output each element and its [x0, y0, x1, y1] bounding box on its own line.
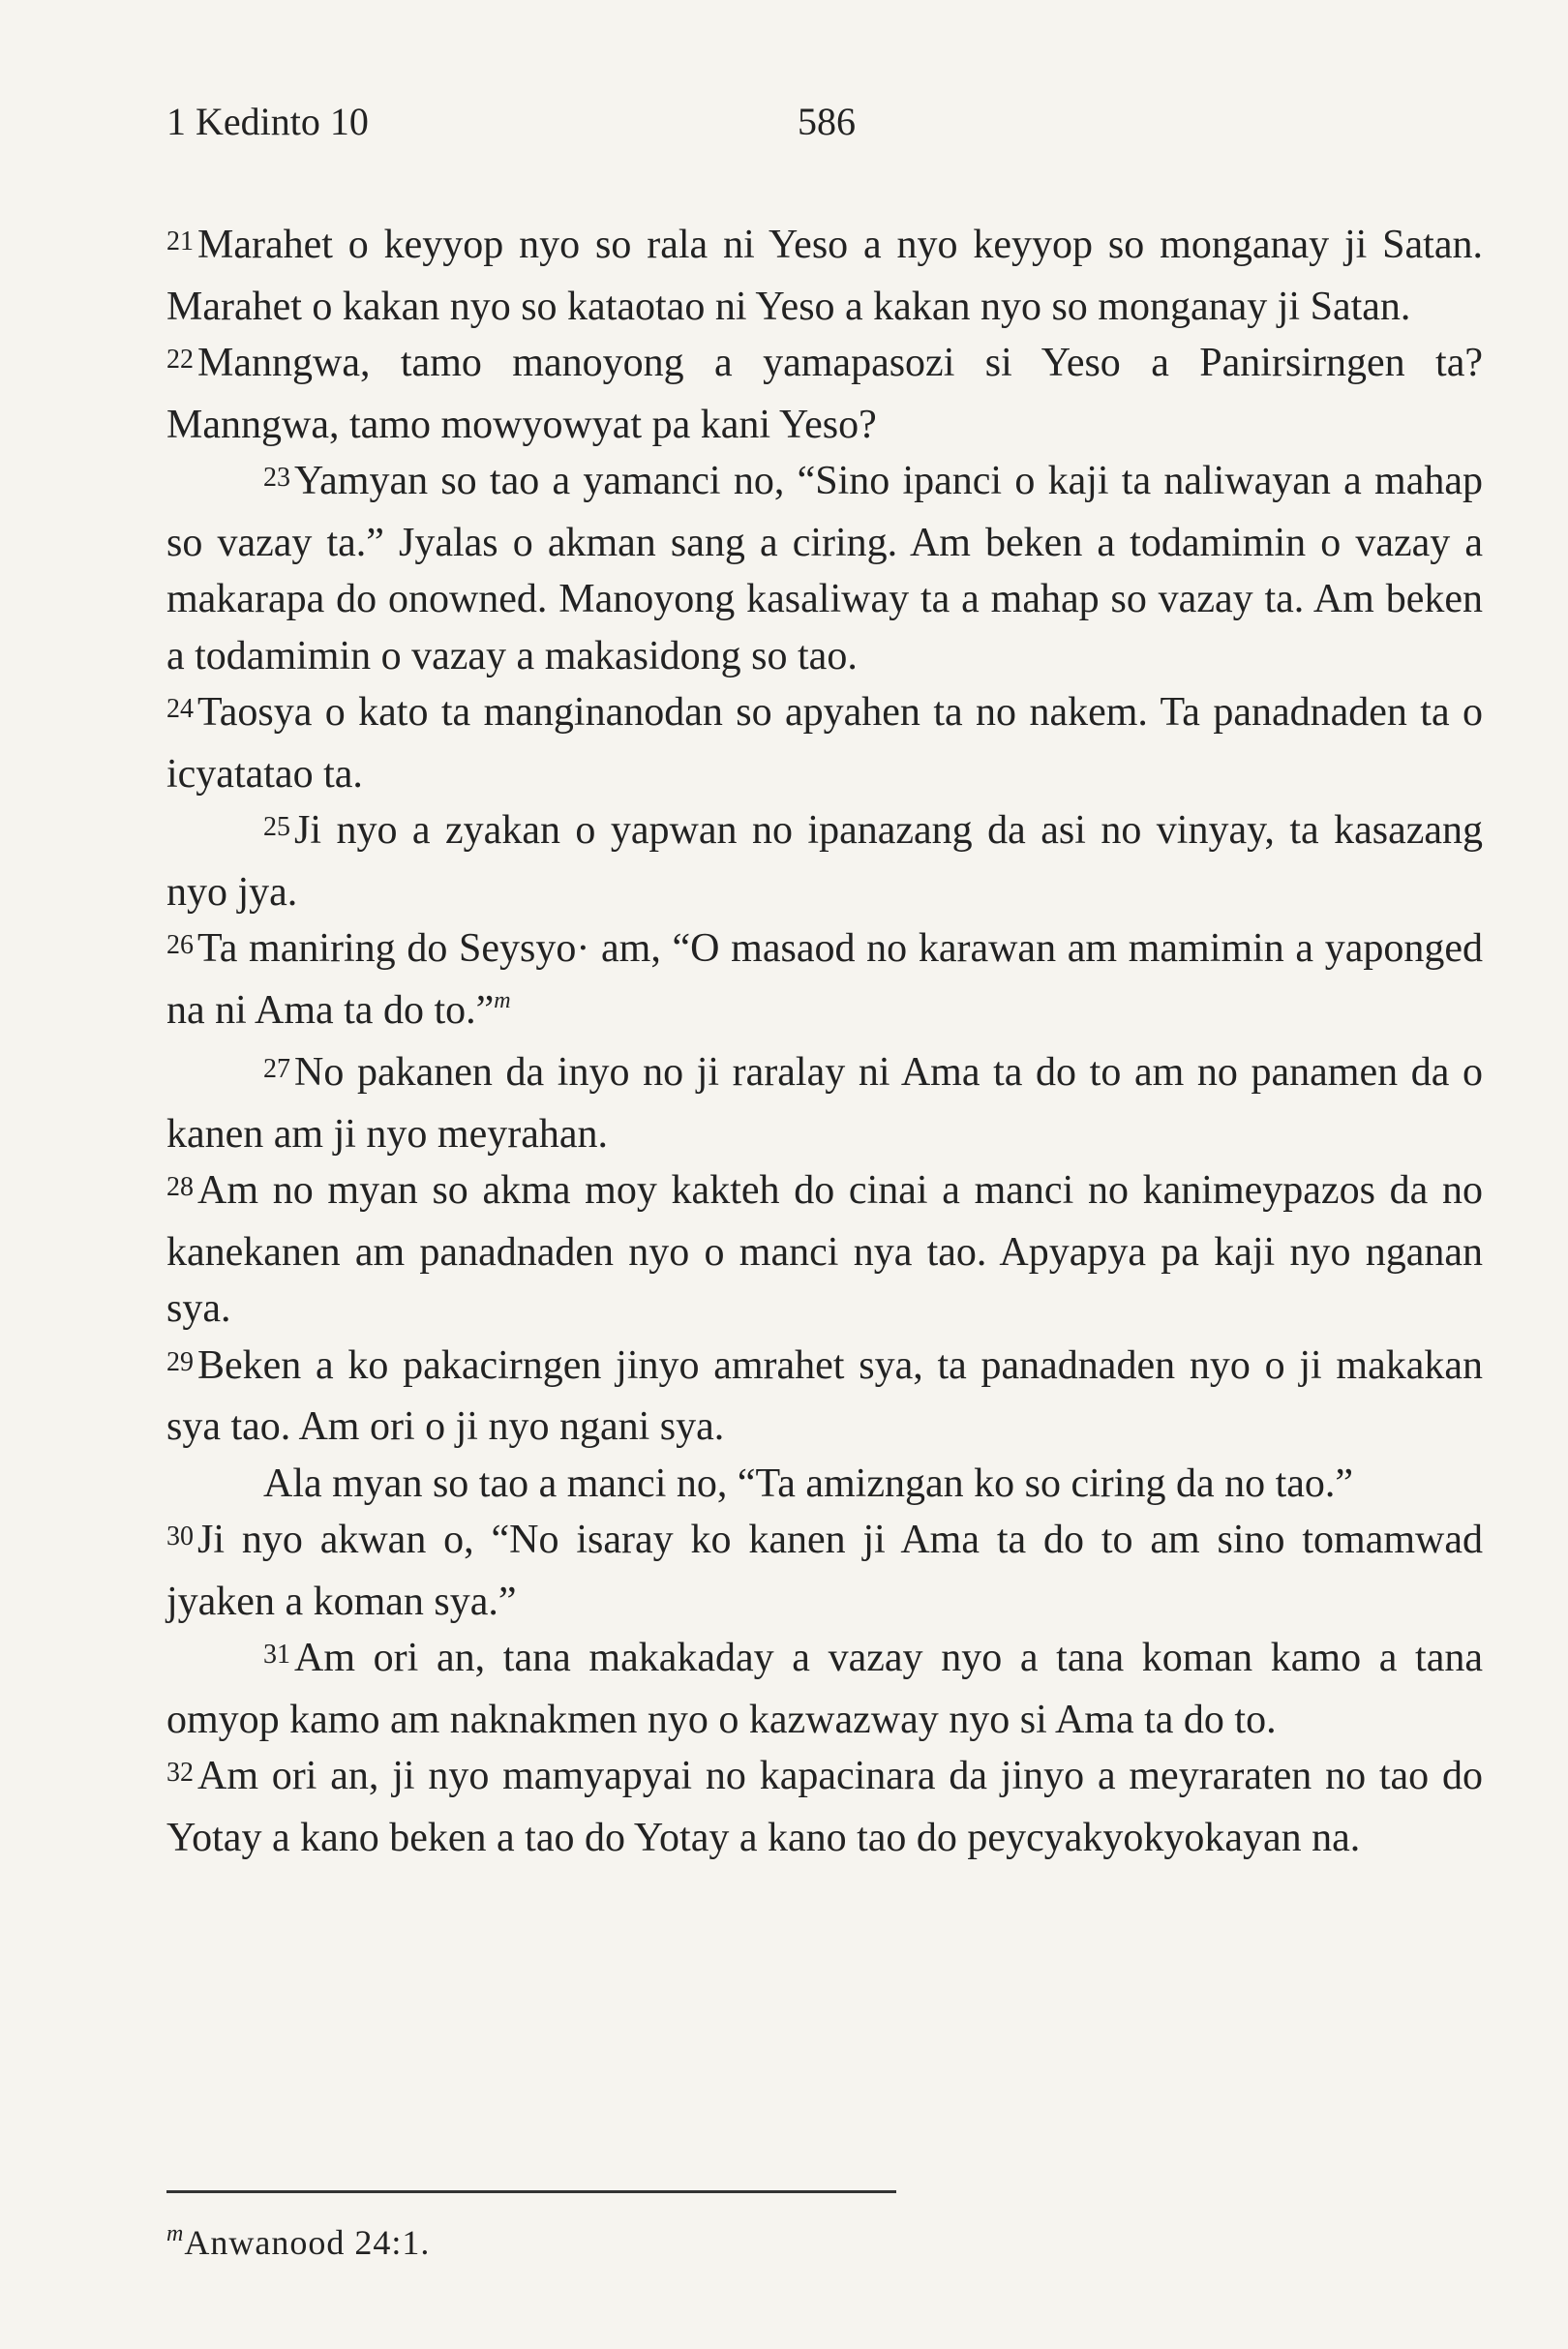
verse-number: 29: [166, 1346, 194, 1377]
verse-text: Am no myan so akma moy kakteh do cinai a manci no kanimeypazos da no kanekanen am panadnaden nyo o manci nya tao. Apyapya pa kaji nyo nganan sya.: [166, 1168, 1483, 1331]
verse-text: Taosya o kato ta manginanodan so apyahen ta no nakem. Ta panadnaden ta o icyatatao ta.: [166, 690, 1483, 797]
footnote-text: Anwanood 24:1.: [184, 2223, 431, 2262]
footnote-reference[interactable]: m: [494, 987, 511, 1013]
verse-number: 24: [166, 694, 194, 724]
verse-text: Manngwa, tamo manoyong a yamapasozi si Yeso a Panirsirngen ta? Manngwa, tamo mowyowyat pa kani Yeso?: [166, 341, 1483, 447]
footnote-marker: m: [166, 2221, 185, 2246]
verse-number: 30: [166, 1521, 194, 1551]
verse-32: [166, 1748, 1483, 1866]
verse-25: [166, 802, 1483, 920]
verse-text: Ta maniring do Seysyo· am, “O masaod no karawan am mamimin a yaponged na ni Ama ta do to.”: [166, 926, 1483, 1033]
verse-29: [166, 1338, 1483, 1456]
running-head: [166, 93, 1483, 151]
verse-text: Ji nyo akwan o, “No isaray ko kanen ji Ama ta do to am sino tomamwad jyaken a koman sya.”: [166, 1518, 1483, 1624]
verse-number: 28: [166, 1172, 194, 1202]
verse-24: [166, 684, 1483, 802]
verse-23: [166, 453, 1483, 684]
verse-text: Marahet o keyyop nyo so rala ni Yeso a nyo keyyop so monganay ji Satan. Marahet o kakan nyo so kataotao ni Yeso a kakan nyo so monganay ji Satan.: [166, 223, 1483, 329]
verse-number: 31: [263, 1640, 290, 1670]
book-chapter-label: 1 Kedinto 10: [166, 100, 369, 143]
verse-number: 26: [166, 930, 194, 960]
verse-26: [166, 920, 1483, 1044]
verse-number: 23: [263, 463, 290, 493]
verse-number: 25: [263, 812, 290, 842]
verse-text: No pakanen da inyo no ji raralay ni Ama ta do to am no panamen da o kanen am ji nyo meyrahan.: [166, 1050, 1483, 1157]
verse-text: Beken a ko pakacirngen jinyo amrahet sya, ta panadnaden nyo o ji makakan sya tao. Am ori o ji nyo ngani sya.: [166, 1342, 1483, 1449]
verse-text: Yamyan so tao a yamanci no, “Sino ipanci o kaji ta naliwayan a mahap so vazay ta.” Jyalas o akman sang a ciring. Am beken a todamimin o vazay a makarapa do onowned. Manoyong kasaliway ta a mahap so vazay ta. Am beken a todamimin o vazay a makasidong so tao.: [166, 459, 1483, 678]
verse-number: 32: [166, 1758, 194, 1788]
verse-28: [166, 1162, 1483, 1338]
verse-text: Am ori an, ji nyo mamyapyai no kapacinara da jinyo a meyraraten no tao do Yotay a kano beken a tao do Yotay a kano tao do peycyakyokyokayan na.: [166, 1754, 1483, 1860]
verse-number: 22: [166, 345, 194, 375]
verse-number: 27: [263, 1054, 290, 1084]
verse-text: Am ori an, tana makakaday a vazay nyo a tana koman kamo a tana omyop kamo am naknakmen nyo o kazwazway nyo si Ama ta do to.: [166, 1636, 1483, 1742]
footnote-divider: [166, 2190, 896, 2193]
verse-number: 21: [166, 226, 194, 256]
footnote: [166, 2218, 430, 2272]
page-number: 586: [798, 100, 856, 143]
verse-31: [166, 1630, 1483, 1748]
verse-text: Ji nyo a zyakan o yapwan no ipanazang da asi no vinyay, ta kasazang nyo jya.: [166, 808, 1483, 915]
verse-27: [166, 1044, 1483, 1162]
verse-text: Ala myan so tao a manci no, “Ta amizngan ko so ciring da no tao.”: [263, 1461, 1354, 1506]
verse-30: [166, 1512, 1483, 1630]
verse-29-continued: [166, 1456, 1483, 1513]
verse-22: [166, 335, 1483, 453]
verse-21: [166, 217, 1483, 335]
scripture-text: [166, 217, 1483, 1866]
